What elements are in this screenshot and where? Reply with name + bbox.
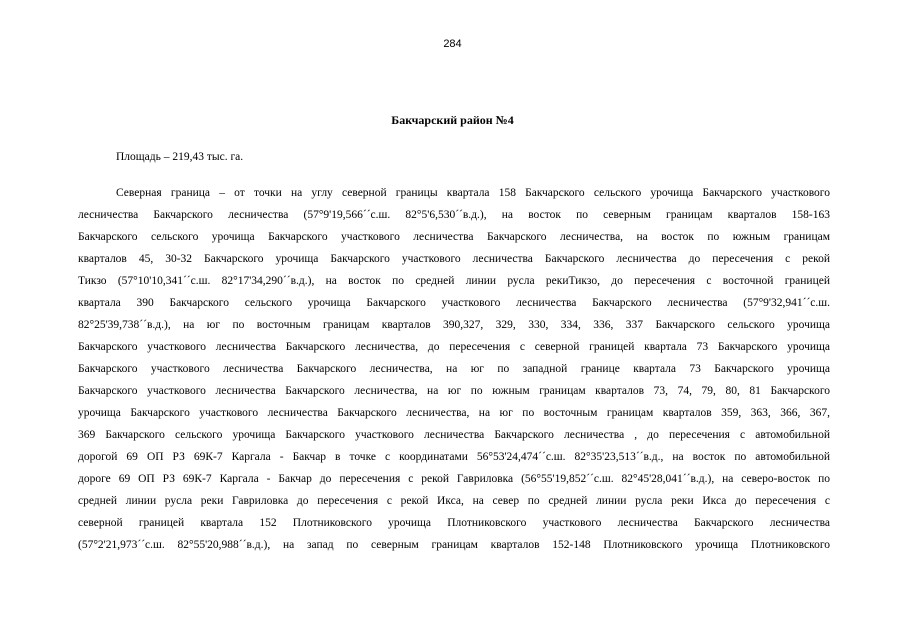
paragraph-line: Тикзо (57°10'10,341´´с.ш. 82°17'34,290´´в.д.), на восток по средней линии русла рекиТикзо, до пересечения с восточной границей xyxy=(78,275,830,287)
paragraph-line: Бакчарского участкового лесничества Бакчарского лесничества, на юг по западной границе квартала 73 Бакчарского урочища xyxy=(78,363,830,375)
paragraph-line: Бакчарского участкового лесничества Бакчарского лесничества, до пересечения с северной границей квартала 73 Бакчарского урочища xyxy=(78,341,830,353)
boundary-description-paragraph xyxy=(78,182,830,556)
paragraph-line: Бакчарского сельского урочища Бакчарского участкового лесничества Бакчарского лесничества, на восток по южным границам xyxy=(78,231,830,243)
area-statement: Площадь – 219,43 тыс. га. xyxy=(116,151,244,163)
page-number: 284 xyxy=(443,38,462,50)
paragraph-line: средней линии русла реки Гавриловка до пересечения с рекой Икса, на север по средней линии русла реки Икса до пересечения с xyxy=(78,495,830,507)
paragraph-line: дороге 69 ОП РЗ 69К-7 Каргала - Бакчар до пересечения с рекой Гавриловка (56°55'19,852´´с.ш. 82°45'28,041´´в.д.), на северо-восток по xyxy=(78,473,830,485)
paragraph-line: Северная граница – от точки на углу северной границы квартала 158 Бакчарского сельского урочища Бакчарского участкового xyxy=(116,187,830,199)
paragraph-line: 369 Бакчарского сельского урочища Бакчарского участкового лесничества Бакчарского лесничества , до пересечения с автомобильной xyxy=(78,429,830,441)
document-title: Бакчарский район №4 xyxy=(391,113,514,127)
paragraph-line: дорогой 69 ОП РЗ 69К-7 Каргала - Бакчар в точке с координатами 56°53'24,474´´с.ш. 82°35'23,513´´в.д., на восток по автомобильной xyxy=(78,451,830,463)
paragraph-line: урочища Бакчарского участкового лесничества Бакчарского лесничества, на юг по восточным границам кварталов 359, 363, 366, 367, xyxy=(78,407,830,419)
paragraph-line: лесничества Бакчарского лесничества (57°9'19,566´´с.ш. 82°5'6,530´´в.д.), на восток по северным границам кварталов 158-163 xyxy=(78,209,830,221)
paragraph-line: кварталов 45, 30-32 Бакчарского урочища Бакчарского участкового лесничества Бакчарского лесничества до пересечения с рекой xyxy=(78,253,830,265)
paragraph-line: (57°2'21,973´´с.ш. 82°55'20,988´´в.д.), на запад по северным границам кварталов 152-148 Плотниковского урочища Плотниковского xyxy=(78,539,830,551)
paragraph-line: Бакчарского участкового лесничества Бакчарского лесничества, на юг по южным границам кварталов 73, 74, 79, 80, 81 Бакчарского xyxy=(78,385,830,397)
paragraph-line: квартала 390 Бакчарского сельского урочища Бакчарского участкового лесничества Бакчарского лесничества (57°9'32,941´´с.ш. xyxy=(78,297,830,309)
paragraph-line: 82°25'39,738´´в.д.), на юг по восточным границам кварталов 390,327, 329, 330, 334, 336, 337 Бакчарского сельского урочища xyxy=(78,319,830,331)
paragraph-line: северной границей квартала 152 Плотниковского урочища Плотниковского участкового лесничества Бакчарского лесничества xyxy=(78,517,830,529)
